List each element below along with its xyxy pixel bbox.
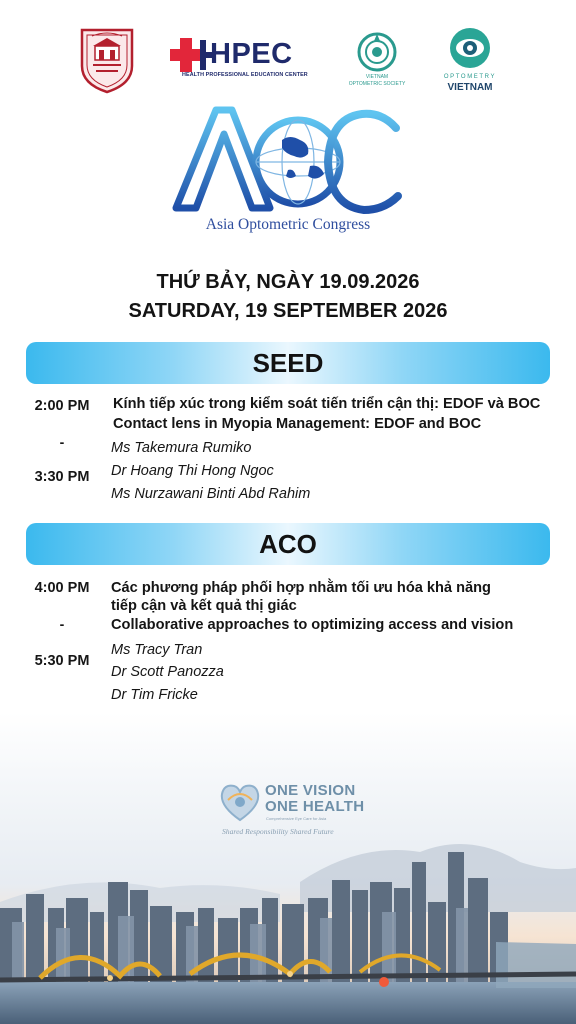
speaker-name: Ms Tracy Tran — [111, 642, 203, 658]
speaker-name: Dr Tim Fricke — [111, 687, 198, 703]
session-topic-line: Contact lens in Myopia Management: EDOF and BOC — [113, 416, 482, 432]
session-end-time: 3:30 PM — [34, 469, 90, 485]
aoc-logo — [170, 104, 410, 216]
session-start-time: 2:00 PM — [34, 398, 90, 414]
vietnam-optometric-society-logo — [342, 32, 412, 94]
heart-eye-icon — [218, 782, 262, 822]
session-end-time: 5:30 PM — [34, 653, 90, 669]
time-separator: - — [59, 616, 65, 632]
optometry-label: OPTOMETRY — [443, 74, 497, 80]
session-start-time: 4:00 PM — [34, 580, 90, 596]
medical-cross-icon — [170, 38, 214, 72]
aoc-globe-logo-icon — [170, 104, 410, 216]
one-health-text: ONE HEALTH — [265, 798, 365, 815]
eye-ring-icon — [448, 26, 492, 70]
date-vietnamese: THỨ BẢY, NGÀY 19.09.2026 — [156, 271, 420, 293]
hpec-logo — [170, 36, 312, 82]
vos-subtitle-line2: OPTOMETRIC SOCIETY — [348, 81, 406, 87]
optometry-vietnam-logo — [438, 26, 502, 94]
city-skyline-image — [0, 712, 576, 1024]
hpec-wordmark: HPEC — [210, 38, 293, 70]
time-separator: - — [59, 434, 65, 450]
vos-subtitle-line1: VIETNAM — [365, 74, 389, 80]
speaker-name: Ms Nurzawani Binti Abd Rahim — [111, 486, 311, 502]
speaker-name: Ms Takemura Rumiko — [111, 440, 252, 456]
session-banner-aco: ACO — [26, 523, 550, 565]
aoc-subtitle: Asia Optometric Congress — [205, 216, 371, 233]
eye-lotus-icon — [357, 32, 397, 72]
city-skyline-photo — [0, 712, 576, 1024]
one-health-script: Shared Responsibility Shared Future — [222, 827, 334, 836]
vos-subtitle — [342, 74, 412, 88]
one-vision-text: ONE VISION — [265, 782, 356, 799]
university-crest-icon — [78, 26, 136, 94]
speaker-name: Dr Scott Panozza — [111, 664, 224, 680]
session-banner-seed: SEED — [26, 342, 550, 384]
vietnam-label: VIETNAM — [447, 82, 493, 93]
session-topic-line: Các phương pháp phối hợp nhằm tối ưu hóa khả năng — [111, 580, 491, 596]
hpec-subtitle: HEALTH PROFESSIONAL EDUCATION CENTER — [182, 72, 308, 78]
university-crest-logo — [78, 26, 136, 94]
session-topic-line: Kính tiếp xúc trong kiểm soát tiến triển cận thị: EDOF và BOC — [113, 396, 541, 412]
date-english: SATURDAY, 19 SEPTEMBER 2026 — [128, 300, 448, 322]
session-topic-line: Collaborative approaches to optimizing access and vision — [111, 617, 514, 633]
one-health-tagline: Comprehensive Eye Care for Asia — [266, 816, 327, 821]
speaker-name: Dr Hoang Thi Hong Ngoc — [111, 463, 274, 479]
session-topic-line: tiếp cận và kết quả thị giác — [111, 598, 297, 614]
